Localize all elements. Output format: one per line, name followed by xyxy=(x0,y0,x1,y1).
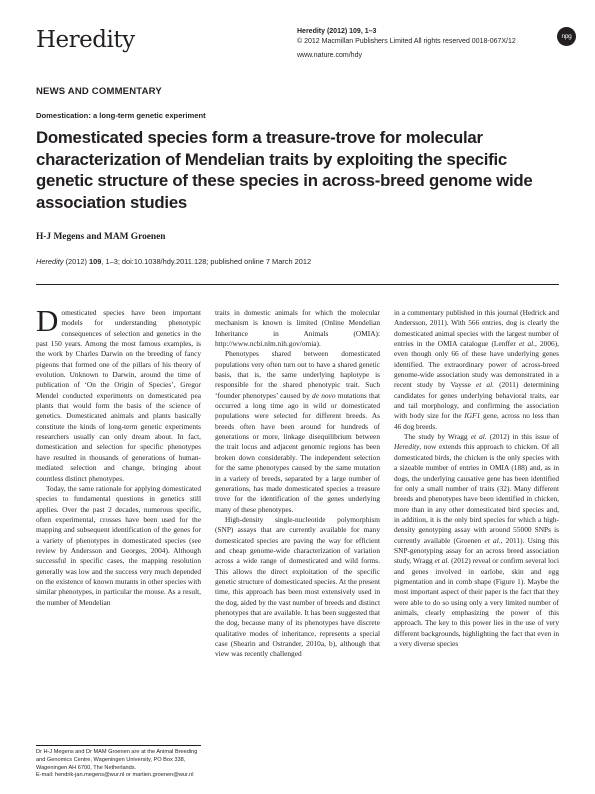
text-run: (2011) determining candidates for genes underlying behavioral traits, ear and tail morphology, and confirming the association with body size for the xyxy=(394,380,559,421)
journal-logo: Heredity xyxy=(36,27,135,53)
text-run: The study by Wragg xyxy=(404,432,471,442)
authors: H-J Megens and MAM Groenen xyxy=(36,232,166,242)
paragraph xyxy=(36,303,201,484)
paragraph xyxy=(215,349,380,515)
text-run: , 2011). Using this SNP-genotyping assay for an across breed association study, Wragg xyxy=(394,535,559,566)
paragraph: Today, the same rationale for applying domesticated species to fundamental questions in genetics still applies. Over the past 2 decades, numerous specific, often experimental, crosses have been used for the mapping and subsequent identification of the genes for a variety of phenotypes in domesticated species (see review by Andersson and Georges, 2004). Although successful in specific cases, the mapping resolution generally was low and the success very much depended on the existence of known mutants in other species with similar phenotypes, in particular the mouse. As a result, the number of Mendelian xyxy=(36,483,201,607)
text-run-italic: et al. xyxy=(434,556,450,566)
body-column-3 xyxy=(394,308,559,649)
citation-journal: Heredity xyxy=(36,257,64,266)
text-run-italic: et al. xyxy=(484,535,501,545)
body-column-2 xyxy=(215,308,380,660)
text-run: in a commentary published in this journal (Hedrick and Andersson, 2011). With 566 entries, dog is clearly the domesticated animal species with the largest number of entries in the OMIA catalogue (Lenffer xyxy=(394,308,559,349)
journal-url-link[interactable]: www.nature.com/hdy xyxy=(297,52,362,59)
text-run: , 2006), even though only 66 of these have underlying genes identified. The extraordinary power of across-breed genome-wide association study was demonstrated in a recent study by Vaysse xyxy=(394,339,559,390)
body-column-1 xyxy=(36,303,201,608)
header-citation: Heredity (2012) 109, 1–3 xyxy=(297,28,377,35)
affiliation-address: Dr H-J Megens and Dr MAM Groenen are at the Animal Breeding and Genomics Centre, Wageningen University, PO Box 338, Wageningen AH 6700, The Netherlands. xyxy=(36,749,198,771)
text-run-italic: et al. xyxy=(470,432,487,442)
npg-badge-icon: npg xyxy=(557,27,576,46)
text-run-italic: IGF1 xyxy=(464,411,481,421)
author-affiliation xyxy=(36,749,206,780)
subsection-heading: Domestication: a long-term genetic experiment xyxy=(36,111,206,120)
paragraph: High-density single-nucleotide polymorphism (SNP) assays that are currently available for many domesticated species are paving the way for efficient and cheap genome-wide characterization of variation across a wide range of domesticated and wild forms. This allows the direct exploitation of the specific genetic structure of domesticated species. At the present time, this approach has been most extensively used in the dog, aided by the vast number of breeds and distinct phenotypes that are available. It has been suggested that the dog, because many of its phenotypes have discrete qualitative modes of inheritance, represents a special case (Shearin and Ostrander, 2010a, b), although that view was recently challenged xyxy=(215,514,380,659)
paragraph xyxy=(394,432,559,649)
text-run: , now extends this approach to chicken. Of all domesticated birds, the chicken is the only species with a sizeable number of entries in OMIA (188) and, as in dogs, the underlying causative gene has been identified for only a small number of traits (32). Many different breeds and phenotypes have been identified in chicken, more than in any other domesticated bird species and, in addition, it is the only bird species for which a high-density genotyping assay with around 55000 SNPs is currently available (Groenen xyxy=(394,442,559,545)
affiliation-divider xyxy=(36,745,201,746)
citation-year: (2012) xyxy=(65,257,87,266)
text-run-italic: et al. xyxy=(518,339,535,349)
paragraph: traits in domestic animals for which the molecular mechanism is known is limited (Online Mendelian Inheritance in Animals (OMIA): http://www.ncbi.nlm.nih.gov/omia). xyxy=(215,308,380,349)
text-run-italic: et al. xyxy=(475,380,494,390)
header-info xyxy=(297,27,557,61)
paragraph xyxy=(394,308,559,432)
affiliation-email[interactable]: E-mail: hendrik-jan.megens@wur.nl or martien.groenen@wur.nl xyxy=(36,772,194,779)
text-run: gene, across no less than 46 dog breeds. xyxy=(394,411,559,431)
text-run: (2012) in this issue of xyxy=(486,432,559,442)
text-run-italic: Heredity xyxy=(394,442,420,452)
drop-cap: D xyxy=(36,303,59,338)
article-citation xyxy=(36,257,311,266)
article-title: Domesticated species form a treasure-trove for molecular characterization of Mendelian traits by exploiting the specific genetic structure of these species in across-breed genome wide association studies xyxy=(36,128,533,212)
text-run-italic: de novo xyxy=(312,390,336,400)
text-run: mutations that occurred a long time ago in wild or domesticated populations were selected for different breeds. As breeds often have been around for hundreds of generations or more, linkage disequilibrium between the trait locus and adjacent genomic regions has been broken down considerably. The independent selection for the same phenotypes caused by the same mutation in a variety of breeds, separated by a large number of generations, has made domesticated species a treasure trove for the identification of the genes underlying many of these phenotypes. xyxy=(215,390,381,514)
divider xyxy=(36,284,559,285)
text-run: (2012) reveal or confirm several loci and genes involved in earlobe, skin and egg pigmentation and in comb shape (Figure 1). Maybe the most important aspect of their paper is the fact that they were able to do so using only a very limited number of animals, clearly emphasizing the power of this approach. The key to this power lies in the use of very different backgrounds, highlighting the fact that even in a very diverse species xyxy=(394,556,560,648)
citation-details: , 1–3; doi:10.1038/hdy.2011.128; published online 7 March 2012 xyxy=(101,257,312,266)
text-run: Phenotypes shared between domesticated populations very often turn out to have a shared genetic basis, that is, the same underlying haplotype is responsible for the shared phenotypic trait. Such ‘founder phenotypes’ caused by xyxy=(215,349,380,400)
paragraph-text: omesticated species have been important models for understanding phenotypic consequences of selection and genetics in the past 150 years. Among the most famous examples, is the work by Charles Darwin on the breeding of fancy pigeons that formed one of the pillars of his theory of evolution. Unknown to Darwin, around the time of publication of ‘On the Origin of Species’, Gregor Mendel conducted experiments on domesticated pea plants that would form the basis of the science of genetics. Domesticated animals and plants basically constitute the kinds of long-term genetic experiments researchers usually can only dream about. In fact, domestication and selection for specific phenotypes have resulted in thousands of generations of human-mediated selection and change, bringing about countless distinct phenotypes. xyxy=(36,308,201,483)
citation-volume: 109 xyxy=(89,257,102,266)
section-heading: NEWS AND COMMENTARY xyxy=(36,86,162,97)
header-copyright: © 2012 Macmillan Publishers Limited All rights reserved 0018-067X/12 xyxy=(297,37,516,45)
